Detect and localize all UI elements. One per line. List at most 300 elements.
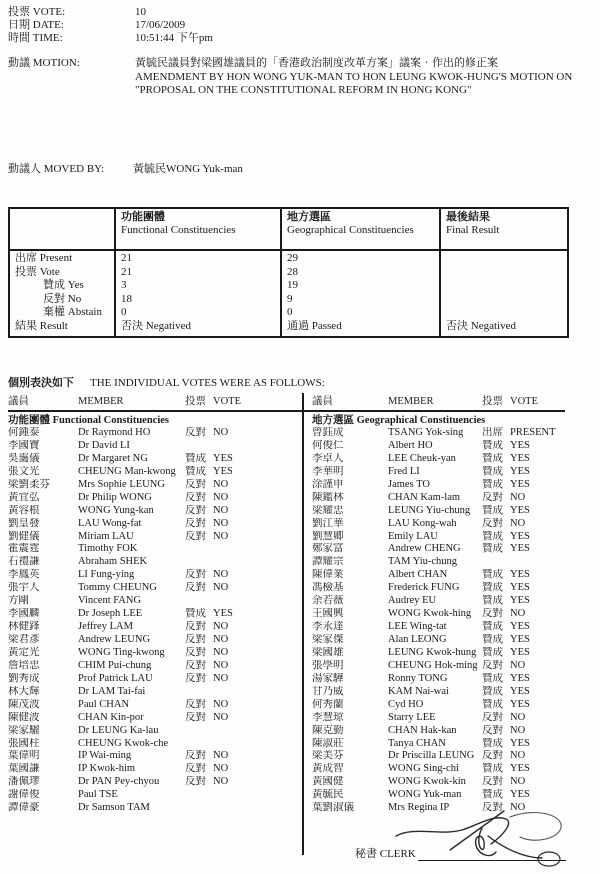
member-name-zh: 梁劉柔芬	[8, 478, 50, 490]
member-vote-zh: 贊成	[482, 582, 503, 594]
member-vote-zh: 反對	[482, 750, 503, 762]
member-name-en: Audrey EU	[388, 595, 437, 607]
member-vote-en: YES	[510, 569, 530, 581]
member-vote-zh: 反對	[185, 427, 206, 438]
member-name-en: Starry LEE	[388, 711, 436, 723]
member-name-en: CHAN Hak-kan	[388, 724, 457, 736]
member-name-zh: 霍震霆	[8, 543, 40, 555]
member-name-zh: 葉偉明	[8, 750, 40, 762]
member-vote-zh: 反對	[185, 763, 206, 775]
member-row	[312, 776, 565, 789]
member-vote-en: NO	[213, 763, 229, 775]
summary-header-functional	[114, 209, 280, 249]
member-vote-en: YES	[510, 685, 530, 697]
summary-label-result: 結果 Result	[15, 319, 68, 332]
member-vote-en: NO	[510, 608, 526, 620]
member-row	[312, 725, 565, 738]
member-vote-zh: 贊成	[482, 698, 503, 710]
member-name-en: Dr PAN Pey-chyou	[78, 776, 160, 788]
member-vote-en	[213, 595, 300, 608]
member-vote-en: NO	[213, 504, 229, 516]
member-name-zh: 梁家傑	[312, 634, 344, 645]
date-row	[8, 19, 568, 32]
member-row	[8, 543, 300, 556]
member-vote-zh: 反對	[482, 491, 503, 503]
member-row	[8, 466, 300, 479]
member-name-en: Tommy CHEUNG	[78, 582, 157, 594]
member-vote-zh	[185, 686, 213, 699]
member-name-zh: 石禮謙	[8, 556, 40, 568]
member-name-zh: 葉劉淑儀	[312, 802, 354, 814]
member-name-en: WONG Sing-chi	[388, 763, 459, 775]
vote-number-row	[8, 6, 568, 19]
member-name-zh: 何俊仁	[312, 439, 344, 451]
member-name-en: Dr LAM Tai-fai	[78, 685, 146, 697]
summary-label-column	[10, 251, 114, 336]
member-vote-zh: 反對	[185, 504, 206, 516]
member-row	[8, 479, 300, 492]
member-vote-zh: 贊成	[482, 465, 503, 477]
summary-header-functional-zh: 功能團體	[121, 211, 165, 223]
votes-header-vote-en: VOTE	[510, 396, 538, 407]
summary-table	[8, 207, 569, 338]
member-row	[312, 750, 565, 763]
member-name-en: LAU Kong-wah	[388, 517, 457, 529]
member-vote-zh: 反對	[185, 621, 206, 633]
member-name-en: LEE Wing-tat	[388, 621, 447, 633]
summary-fc-present: 21	[121, 252, 132, 264]
member-vote-en: NO	[213, 646, 229, 658]
member-name-zh: 黃國健	[312, 776, 344, 788]
member-row	[8, 699, 300, 712]
member-row	[8, 686, 300, 699]
member-row	[312, 531, 565, 544]
member-vote-en: YES	[510, 634, 530, 645]
member-row	[312, 479, 565, 492]
member-row	[8, 569, 300, 582]
summary-header-final	[439, 209, 567, 249]
summary-final-result: 否決 Negatived	[446, 319, 516, 332]
motion-line-zh: 黃毓民議員對梁國雄議員的「香港政治制度改革方案」議案‧作出的修正案	[135, 57, 498, 69]
individual-votes-title	[8, 377, 325, 390]
member-row	[8, 531, 300, 544]
member-vote-en: NO	[510, 491, 526, 503]
section-functional-en: Functional Constituencies	[52, 415, 170, 426]
member-vote-zh	[185, 802, 213, 815]
member-name-en: Dr Samson TAM	[78, 802, 150, 814]
member-vote-zh: 反對	[185, 646, 206, 658]
member-vote-zh: 贊成	[482, 737, 503, 749]
summary-header-geographical-zh: 地方選區	[287, 211, 331, 223]
member-name-zh: 李國寶	[8, 439, 40, 451]
member-vote-zh: 反對	[185, 672, 206, 684]
member-vote-en: YES	[510, 452, 530, 464]
member-name-zh: 劉慧卿	[312, 530, 344, 542]
member-name-en: Dr Priscilla LEUNG	[388, 750, 475, 762]
member-vote-en	[213, 686, 300, 699]
member-row	[312, 699, 565, 712]
member-row	[312, 492, 565, 505]
votes-header-vote-zh: 投票	[185, 396, 206, 407]
member-vote-en: NO	[213, 750, 229, 762]
member-vote-zh: 反對	[482, 724, 503, 736]
summary-fc-yes: 3	[121, 279, 127, 291]
member-row	[8, 582, 300, 595]
member-vote-en: NO	[510, 724, 526, 736]
member-vote-en: YES	[510, 737, 530, 749]
member-row	[8, 802, 300, 815]
member-name-zh: 潘佩璆	[8, 776, 40, 788]
member-row	[8, 621, 300, 634]
member-name-en: TAM Yiu-chung	[388, 556, 458, 568]
member-name-zh: 劉江華	[312, 517, 344, 529]
summary-gc-present: 29	[287, 252, 298, 264]
member-vote-zh	[482, 556, 510, 569]
member-name-zh: 劉秀成	[8, 672, 40, 684]
member-name-en: Prof Patrick LAU	[78, 672, 153, 684]
member-vote-zh	[185, 556, 213, 569]
member-name-en: WONG Yung-kan	[78, 504, 154, 516]
member-vote-en: NO	[213, 427, 229, 438]
member-name-en: LI Fung-ying	[78, 569, 135, 581]
member-vote-en: YES	[510, 672, 530, 684]
member-vote-en: YES	[213, 465, 233, 477]
summary-label-yes: 贊成 Yes	[43, 279, 84, 291]
member-vote-en: YES	[510, 504, 530, 516]
member-name-zh: 林健鋒	[8, 621, 40, 633]
member-vote-en: YES	[510, 763, 530, 775]
member-vote-en: YES	[510, 530, 530, 542]
member-name-zh: 謝偉俊	[8, 789, 40, 801]
member-name-zh: 李慧琼	[312, 711, 344, 723]
member-name-zh: 梁家騮	[8, 724, 40, 736]
member-name-en: Tanya CHAN	[388, 737, 446, 749]
member-vote-zh: 反對	[482, 711, 503, 723]
clerk-label: 秘書 CLERK	[355, 848, 416, 860]
votes-header-right	[312, 395, 565, 408]
motion-label: 動議 MOTION:	[8, 57, 80, 69]
member-name-en: Vincent FANG	[78, 595, 142, 607]
member-vote-en	[510, 556, 565, 569]
member-name-zh: 張學明	[312, 659, 344, 671]
member-name-zh: 鄭家富	[312, 543, 344, 555]
member-vote-zh: 贊成	[482, 530, 503, 542]
member-row	[8, 660, 300, 673]
moved-by-row	[8, 163, 243, 176]
member-name-zh: 何秀蘭	[312, 698, 344, 710]
member-vote-en: NO	[510, 659, 526, 671]
motion-block	[8, 57, 592, 98]
member-vote-en: NO	[213, 776, 229, 788]
member-row	[8, 750, 300, 763]
member-vote-zh: 反對	[482, 776, 503, 788]
member-vote-en	[213, 802, 300, 815]
section-geographical-constituencies	[312, 414, 485, 427]
member-name-zh: 黃宜弘	[8, 491, 40, 503]
member-name-en: Miriam LAU	[78, 530, 134, 542]
member-row	[8, 776, 300, 789]
member-name-zh: 馮檢基	[312, 582, 344, 594]
member-name-en: LEUNG Yiu-chung	[388, 504, 471, 516]
section-functional-constituencies	[8, 414, 169, 427]
member-name-en: Dr Raymond HO	[78, 427, 151, 438]
member-vote-zh: 反對	[185, 569, 206, 581]
summary-label-present: 出席 Present	[15, 252, 73, 264]
member-name-zh: 余若薇	[312, 595, 344, 607]
member-row	[8, 673, 300, 686]
member-row	[312, 789, 565, 802]
member-vote-zh: 反對	[482, 802, 503, 814]
member-vote-zh	[185, 543, 213, 556]
member-name-en: Timothy FOK	[78, 543, 138, 555]
individual-votes-title-zh: 個別表決如下	[8, 377, 74, 389]
time-row	[8, 32, 568, 45]
member-vote-en: YES	[510, 582, 530, 594]
member-name-zh: 曾鈺成	[312, 427, 344, 438]
member-vote-zh	[185, 440, 213, 453]
member-row	[312, 738, 565, 751]
member-row	[312, 427, 565, 440]
member-name-zh: 涂謹申	[312, 478, 344, 490]
member-vote-en: YES	[213, 452, 233, 464]
vote-number-label: 投票 VOTE:	[8, 6, 66, 18]
member-row	[8, 738, 300, 751]
member-vote-en	[213, 440, 300, 453]
member-vote-zh: 贊成	[482, 478, 503, 490]
member-vote-en: NO	[510, 517, 526, 529]
member-row	[312, 763, 565, 776]
member-name-zh: 吳靄儀	[8, 452, 40, 464]
member-name-en: Albert HO	[388, 439, 433, 451]
member-name-en: LEUNG Kwok-hung	[388, 646, 477, 658]
member-vote-en: YES	[510, 621, 530, 633]
summary-header-geographical	[280, 209, 439, 249]
member-row	[8, 440, 300, 453]
member-row	[8, 647, 300, 660]
member-vote-zh: 贊成	[185, 608, 206, 620]
member-name-en: CHAN Kam-lam	[388, 491, 461, 503]
member-name-zh: 陳偉業	[312, 569, 344, 581]
member-name-zh: 李永達	[312, 621, 344, 633]
summary-fc-vote: 21	[121, 265, 132, 278]
member-vote-en	[213, 738, 300, 751]
time-value: 10:51:44 下午pm	[135, 32, 213, 44]
motion-line-en-1: AMENDMENT BY HON WONG YUK-MAN TO HON LEUNG KWOK-HUNG'S MOTION ON	[135, 70, 573, 83]
member-vote-zh: 反對	[185, 517, 206, 529]
member-row	[312, 466, 565, 479]
member-vote-zh: 反對	[185, 634, 206, 645]
summary-label-abstain: 棄權 Abstain	[43, 306, 102, 318]
member-vote-en: NO	[213, 517, 229, 529]
summary-fc-result: 否決 Negatived	[121, 319, 191, 332]
member-name-en: IP Kwok-him	[78, 763, 136, 775]
member-row	[312, 686, 565, 699]
summary-final-blank-2	[446, 266, 567, 280]
member-row	[8, 518, 300, 531]
member-name-en: Fred LI	[388, 465, 420, 477]
member-row	[312, 569, 565, 582]
member-vote-en: YES	[510, 543, 530, 555]
member-row	[8, 556, 300, 569]
member-name-zh: 湯家驊	[312, 672, 344, 684]
date-label: 日期 DATE:	[8, 19, 64, 31]
member-name-zh: 劉皇發	[8, 517, 40, 529]
member-name-en: TSANG Yok-sing	[388, 427, 464, 438]
member-vote-en: YES	[510, 646, 530, 658]
member-name-zh: 何鍾泰	[8, 427, 40, 438]
member-name-en: Dr Margaret NG	[78, 452, 148, 464]
member-row	[312, 595, 565, 608]
member-vote-zh: 反對	[185, 711, 206, 723]
member-name-en: IP Wai-ming	[78, 750, 132, 762]
member-vote-en: YES	[510, 465, 530, 477]
votes-header-vote-zh: 投票	[482, 396, 503, 407]
summary-header-blank	[10, 209, 114, 249]
member-row	[312, 647, 565, 660]
member-name-en: CHEUNG Kwok-che	[78, 737, 169, 749]
member-name-en: WONG Ting-kwong	[78, 646, 165, 658]
member-name-zh: 陳克勤	[312, 724, 344, 736]
member-row	[312, 608, 565, 621]
member-vote-zh: 反對	[185, 776, 206, 788]
member-name-zh: 黃成智	[312, 763, 344, 775]
member-vote-en: NO	[510, 776, 526, 788]
member-row	[312, 634, 565, 647]
summary-final-blank-4	[446, 293, 567, 307]
member-name-zh: 張國柱	[8, 737, 40, 749]
summary-label-no: 反對 No	[43, 292, 82, 305]
summary-gc-vote: 28	[287, 265, 298, 278]
member-name-zh: 梁美芬	[312, 750, 344, 762]
functional-members-list	[8, 427, 300, 815]
member-vote-zh: 反對	[185, 491, 206, 503]
summary-fc-abstain: 0	[121, 306, 127, 318]
member-vote-en: NO	[213, 698, 229, 710]
member-vote-zh: 反對	[482, 608, 503, 620]
summary-fc-no: 18	[121, 292, 132, 305]
summary-gc-abstain: 0	[287, 306, 293, 318]
date-value: 17/06/2009	[135, 19, 186, 31]
member-name-zh: 陳健波	[8, 711, 40, 723]
member-name-en: Frederick FUNG	[388, 582, 460, 594]
member-name-en: Ronny TONG	[388, 672, 448, 684]
member-name-en: LEE Cheuk-yan	[388, 452, 456, 464]
member-vote-zh: 反對	[185, 750, 206, 762]
member-row	[8, 712, 300, 725]
summary-body-row	[10, 251, 567, 336]
member-vote-zh: 反對	[185, 659, 206, 671]
member-vote-zh: 贊成	[482, 452, 503, 464]
member-vote-en	[213, 556, 300, 569]
member-vote-en: NO	[213, 478, 229, 490]
member-row	[312, 673, 565, 686]
member-name-zh: 王國興	[312, 608, 344, 620]
member-name-en: Mrs Sophie LEUNG	[78, 478, 165, 490]
summary-final-blank-5	[446, 306, 567, 320]
clerk-signature-line	[418, 848, 566, 861]
member-vote-zh: 贊成	[482, 621, 503, 633]
member-name-en: CHIM Pui-chung	[78, 659, 152, 671]
votes-header-member-zh: 議員	[312, 396, 333, 407]
member-name-zh: 方剛	[8, 595, 29, 607]
member-vote-en: NO	[213, 530, 229, 542]
member-vote-en	[213, 789, 300, 802]
votes-header-member-en: MEMBER	[78, 396, 124, 407]
member-vote-en: YES	[510, 698, 530, 710]
summary-header-geographical-en: Geographical Constituencies	[287, 224, 414, 236]
member-row	[312, 440, 565, 453]
member-vote-zh: 贊成	[482, 646, 503, 658]
summary-gc-no: 9	[287, 292, 293, 305]
summary-gc-yes: 19	[287, 279, 298, 291]
member-row	[8, 492, 300, 505]
member-name-en: Alan LEONG	[388, 634, 447, 645]
member-vote-en: YES	[510, 439, 530, 451]
member-vote-zh: 贊成	[482, 789, 503, 801]
member-name-en: Dr Joseph LEE	[78, 608, 143, 620]
member-row	[312, 518, 565, 531]
member-name-zh: 張宇人	[8, 582, 40, 594]
vote-meta	[8, 6, 568, 45]
moved-by-value: 黃毓民WONG Yuk-man	[133, 163, 243, 175]
member-name-zh: 梁耀忠	[312, 504, 344, 516]
motion-line-en-2: "PROPOSAL ON THE CONSTITUTIONAL REFORM IN HONG KONG"	[135, 84, 472, 96]
member-name-en: CHAN Kin-por	[78, 711, 144, 723]
member-vote-en: NO	[510, 802, 526, 814]
member-name-en: KAM Nai-wai	[388, 685, 449, 697]
member-vote-zh: 贊成	[482, 685, 503, 697]
member-row	[312, 556, 565, 569]
summary-functional-column	[114, 251, 280, 336]
member-vote-zh: 贊成	[482, 569, 503, 581]
member-name-en: WONG Yuk-man	[388, 789, 462, 801]
member-vote-en: NO	[213, 634, 229, 645]
member-vote-zh: 反對	[482, 659, 503, 671]
member-name-en: Jeffrey LAM	[78, 621, 133, 633]
member-vote-zh: 反對	[482, 517, 503, 529]
member-row	[8, 505, 300, 518]
member-row	[8, 634, 300, 647]
member-name-en: CHEUNG Hok-ming	[388, 659, 478, 671]
member-name-zh: 梁君彥	[8, 634, 40, 645]
member-name-en: Cyd HO	[388, 698, 424, 710]
member-name-zh: 劉健儀	[8, 530, 40, 542]
member-name-zh: 林大輝	[8, 685, 40, 697]
geographical-members-list	[312, 427, 565, 815]
summary-label-vote: 投票 Vote	[15, 265, 60, 278]
member-name-en: Paul TSE	[78, 789, 118, 801]
member-row	[8, 789, 300, 802]
member-row	[312, 660, 565, 673]
member-vote-en: NO	[510, 750, 526, 762]
member-vote-zh	[185, 595, 213, 608]
member-name-zh: 陳茂波	[8, 698, 40, 710]
member-name-en: WONG Kwok-hing	[388, 608, 472, 620]
member-vote-en: YES	[510, 478, 530, 490]
member-name-en: WONG Kwok-kin	[388, 776, 466, 788]
member-vote-zh	[185, 725, 213, 738]
member-vote-en: NO	[213, 491, 229, 503]
member-vote-en: PRESENT	[510, 427, 556, 438]
member-row	[8, 427, 300, 440]
member-row	[8, 608, 300, 621]
member-name-zh: 譚耀宗	[312, 556, 344, 568]
member-name-zh: 李華明	[312, 465, 344, 477]
member-vote-zh: 贊成	[482, 763, 503, 775]
member-vote-en: NO	[213, 569, 229, 581]
time-label: 時間 TIME:	[8, 32, 63, 44]
member-row	[8, 595, 300, 608]
